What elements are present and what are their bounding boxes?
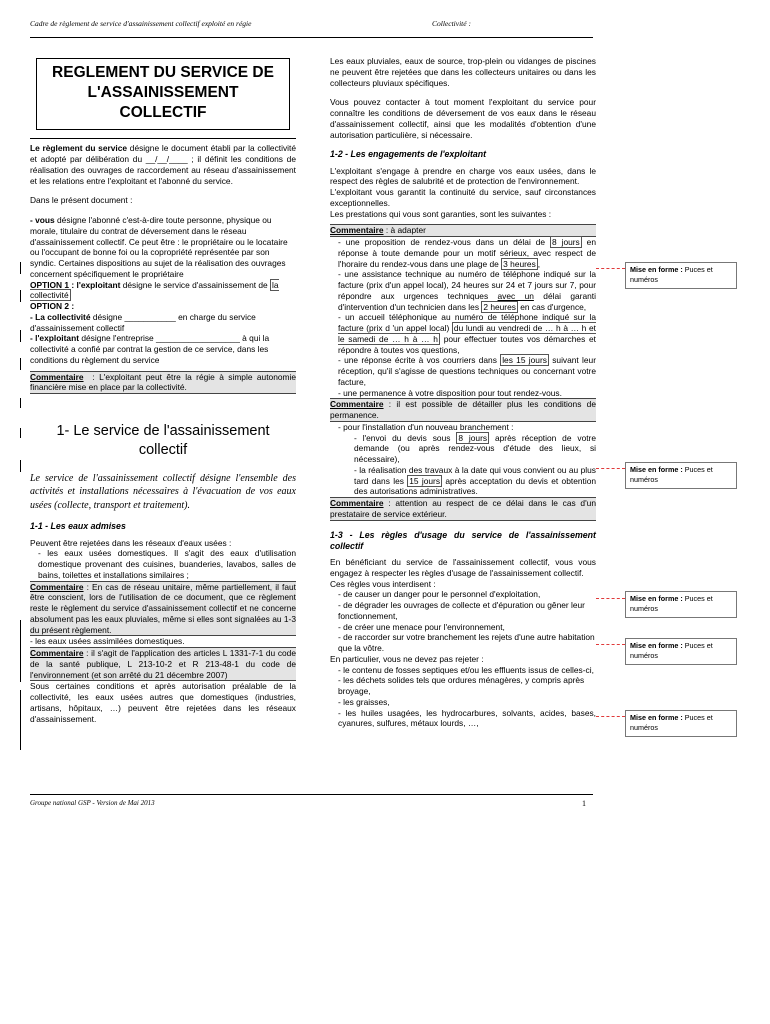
change-bar bbox=[20, 290, 21, 302]
intro-paragraph: Le règlement du service désigne le document établi par la collectivité et adopté par délibération du __/__/____ ; il définit les conditions de réalisation des ouvrages de raccordement au réseau d'assainissement et les relations entre l'exploitant et l'abonné du service. bbox=[30, 143, 296, 186]
list-item: - de dégrader les ouvrages de collecte et d'épuration ou gêner leur fonctionnement, bbox=[338, 600, 585, 621]
list-item: - une assistance technique au numéro de téléphone indiqué sur la facture (prix d'un appel local), 24 heures sur 24 et 7 jours sur 7, pour répondre aux urgences techniques avec un délai garanti d'intervention d'un technicien dans les 2 heures en cas d'urgence, bbox=[338, 269, 596, 312]
usage-p3: En particulier, vous ne devez pas rejeter : bbox=[330, 653, 484, 664]
comment-reseau-unitaire: Commentaire : En cas de réseau unitaire, même partiellement, il faut être conscient, lors de l'utilisation de ce document, que ce règlement reste le règlement du service d'assainissement collectif et ne concerne absolument pas les eaux pluviales, même si elles sont signalées au 1-3 du présent règlement. bbox=[30, 581, 296, 635]
change-bar bbox=[20, 330, 21, 342]
header-left: Cadre de règlement de service d'assainissement collectif exploité en régie bbox=[30, 19, 252, 28]
list-item: - une réponse écrite à vos courriers dans les 15 jours suivant leur réception, qu'il s'agisse de questions techniques ou concernant votre facture, bbox=[338, 355, 597, 387]
comment-exploitant: Commentaire : L'exploitant peut être la régie à simple autonomie financière mise en place par la collectivité. bbox=[30, 371, 297, 393]
comment-articles: Commentaire : il s'agit de l'application des articles L 1331-7-1 du code de la santé publique, L 213-10-2 et R 213-48-1 du code de l'environnement (et son arrêté du 21 décembre 2007) bbox=[30, 648, 296, 680]
format-note-balloon[interactable]: Mise en forme : Puces et numéros bbox=[625, 462, 737, 489]
contact-paragraph: Vous pouvez contacter à tout moment l'exploitant du service pour connaître les conditions de déversement de vos eaux dans le réseau d'assainissement collectif, ainsi que les modalités d'obtention d'une autorisation particulière, si nécessaire. bbox=[330, 97, 596, 140]
list-item: - pour l'installation d'un nouveau branchement : bbox=[338, 421, 514, 432]
list-item: - de causer un danger pour le personnel d'exploitation, bbox=[338, 589, 541, 600]
option-2: OPTION 2 : bbox=[30, 301, 75, 312]
balloon-connector bbox=[596, 598, 625, 599]
header-rule bbox=[30, 37, 593, 38]
list-item: - de créer une menace pour l'environnement, bbox=[338, 621, 505, 632]
engagement-p2: L'exploitant vous garantit la continuité du service, sauf circonstances exceptionnelles. bbox=[330, 187, 596, 208]
change-bar bbox=[20, 620, 21, 682]
change-bar bbox=[20, 358, 21, 370]
change-bar bbox=[20, 262, 21, 274]
comment-permanence: Commentaire : il est possible de détailler plus les conditions de permanence. bbox=[330, 399, 596, 420]
header-right: Collectivité : bbox=[432, 19, 471, 28]
eaux-pluviales-paragraph: Les eaux pluviales, eaux de source, trop-plein ou vidanges de piscines ne peuvent être rejetées que dans les collecteurs unitaires ou dans les collecteurs pluviaux spécifiques. bbox=[330, 56, 596, 88]
section-1-1-title: 1-1 - Les eaux admises bbox=[30, 521, 126, 532]
sub-list-item: - la réalisation des travaux à la date qui vous convient ou au plus tard dans les 15 jours après acceptation du devis et obtention des autorisations administratives. bbox=[354, 464, 597, 497]
page-number: 1 bbox=[582, 799, 586, 808]
in-document: Dans le présent document : bbox=[30, 195, 133, 206]
option-1: OPTION 1 : l'exploitant désigne le service d'assainissement de la collectivité bbox=[30, 279, 279, 301]
list-item: - les eaux usées assimilées domestiques. bbox=[30, 636, 185, 647]
title-line: REGLEMENT DU SERVICE DE bbox=[52, 64, 274, 81]
list-item: - les déchets solides tels que ordures ménagères, y compris après broyage, bbox=[338, 675, 585, 696]
vous-definition: - vous désigne l'abonné c'est-à-dire toute personne, physique ou morale, titulaire du contrat de déversement dans le réseau d'assainissement collectif. Ce peut être : le propriétaire ou le locataire ou l'occupant de bonne foi ou la copropriété représentée par son syndic. Certaines dispositions au sujet de la réalisation des ouvrages concernent spécifiquement le propriétaire bbox=[30, 215, 288, 279]
section-1-2-title: 1-2 - Les engagements de l'exploitant bbox=[330, 149, 487, 160]
format-note-balloon[interactable]: Mise en forme : Puces et numéros bbox=[625, 710, 737, 737]
list-item: - les graisses, bbox=[338, 696, 390, 707]
change-bar bbox=[20, 428, 21, 438]
section-1-1-p1: Peuvent être rejetées dans les réseaux d'eaux usées : bbox=[30, 537, 232, 548]
section-1-3-title: 1-3 - Les règles d'usage du service de l'assainissement collectif bbox=[330, 529, 596, 551]
footer-left: Groupe national GSP - Version de Mai 2013 bbox=[30, 799, 155, 807]
usage-p2: Ces règles vous interdisent : bbox=[330, 578, 436, 589]
title-line: COLLECTIF bbox=[119, 104, 207, 122]
format-note-balloon[interactable]: Mise en forme : Puces et numéros bbox=[625, 638, 737, 665]
sub-list-item: - l'envoi du devis sous 8 jours après réception de votre demande (ou après rendez-vous d'étude des lieux, si nécessaire), bbox=[354, 432, 597, 464]
change-bar bbox=[20, 398, 21, 408]
list-item: - une proposition de rendez-vous dans un délai de 8 jours en réponse à toute demande pour un motif sérieux, avec respect de l'horaire du rendez-vous dans une plage de 3 heures , bbox=[338, 237, 596, 269]
engagement-p3: Les prestations qui vous sont garanties, sont les suivantes : bbox=[330, 208, 552, 219]
right-column bbox=[330, 56, 596, 729]
section-1-intro: Le service de l'assainissement collectif désigne l'ensemble des activités et installations nécessaires à l'évacuation de vos eaux usées (collecte, transport et traitement). bbox=[30, 472, 296, 511]
footer-rule bbox=[30, 794, 593, 795]
list-item: - de raccorder sur votre branchement les rejets d'une autre habitation que la vôtre. bbox=[338, 632, 595, 653]
balloon-connector bbox=[596, 716, 625, 717]
balloon-connector bbox=[596, 468, 625, 469]
section-1-title: 1- Le service de l'assainissement collectif bbox=[56, 423, 270, 459]
comment-adapter: Commentaire : à adapter bbox=[330, 224, 596, 237]
engagement-p1: L'exploitant s'engage à prendre en charge vos eaux usées, dans le respect des règles de salubrité et de protection de l'environnement. bbox=[330, 165, 596, 187]
format-note-balloon[interactable]: Mise en forme : Puces et numéros bbox=[625, 262, 737, 289]
list-item: - le contenu de fosses septiques et/ou les effluents issus de celles-ci, bbox=[338, 664, 594, 675]
list-item: - les eaux usées domestiques. Il s'agit des eaux d'utilisation domestique provenant des cuisines, buanderies, lavabos, salles de bains, toilettes et installations similaires ; bbox=[38, 548, 296, 580]
title-line: L'ASSAINISSEMENT bbox=[87, 84, 239, 102]
collectivite-definition: - La collectivité désigne ___________ en charge du service d'assainissement collectif bbox=[30, 311, 256, 333]
change-bar bbox=[20, 690, 21, 750]
exploitant-definition: - l'exploitant désigne l'entreprise __________________ à qui la collectivité a confié par contrat la gestion de ce service, dans les conditions du règlement du service bbox=[30, 333, 270, 365]
section-1-1-p2: Sous certaines conditions et après autorisation préalable de la collectivité, les eaux usées autres que domestiques (industries, artisans, hôpitaux, …) peuvent être rejetées dans les réseaux d'assainissement. bbox=[30, 681, 296, 724]
document-title bbox=[36, 58, 290, 130]
left-column bbox=[30, 58, 296, 724]
comment-prestataire: Commentaire : attention au respect de ce délai dans le cas d'un prestataire de service extérieur. bbox=[330, 498, 596, 519]
list-item: - les huiles usagées, les hydrocarbures, solvants, acides, bases, cyanures, sulfures, métaux lourds, …, bbox=[338, 707, 596, 729]
usage-p1: En bénéficiant du service de l'assainissement collectif, vous vous engagez à respecter les règles d'usage de l'assainissement collectif. bbox=[330, 557, 596, 578]
list-item: - un accueil téléphonique au numéro de téléphone indiqué sur la facture (prix d 'un appel local) du lundi au vendredi de … h à … h et le samedi de … h à … h pour effectuer toutes vos démarches et répondre à toutes vos questions, bbox=[338, 312, 597, 355]
balloon-connector bbox=[596, 644, 625, 645]
format-note-balloon[interactable]: Mise en forme : Puces et numéros bbox=[625, 591, 737, 618]
balloon-connector bbox=[596, 268, 625, 269]
list-item: - une permanence à votre disposition pour tout rendez-vous. bbox=[338, 387, 562, 398]
change-bar bbox=[20, 460, 21, 472]
